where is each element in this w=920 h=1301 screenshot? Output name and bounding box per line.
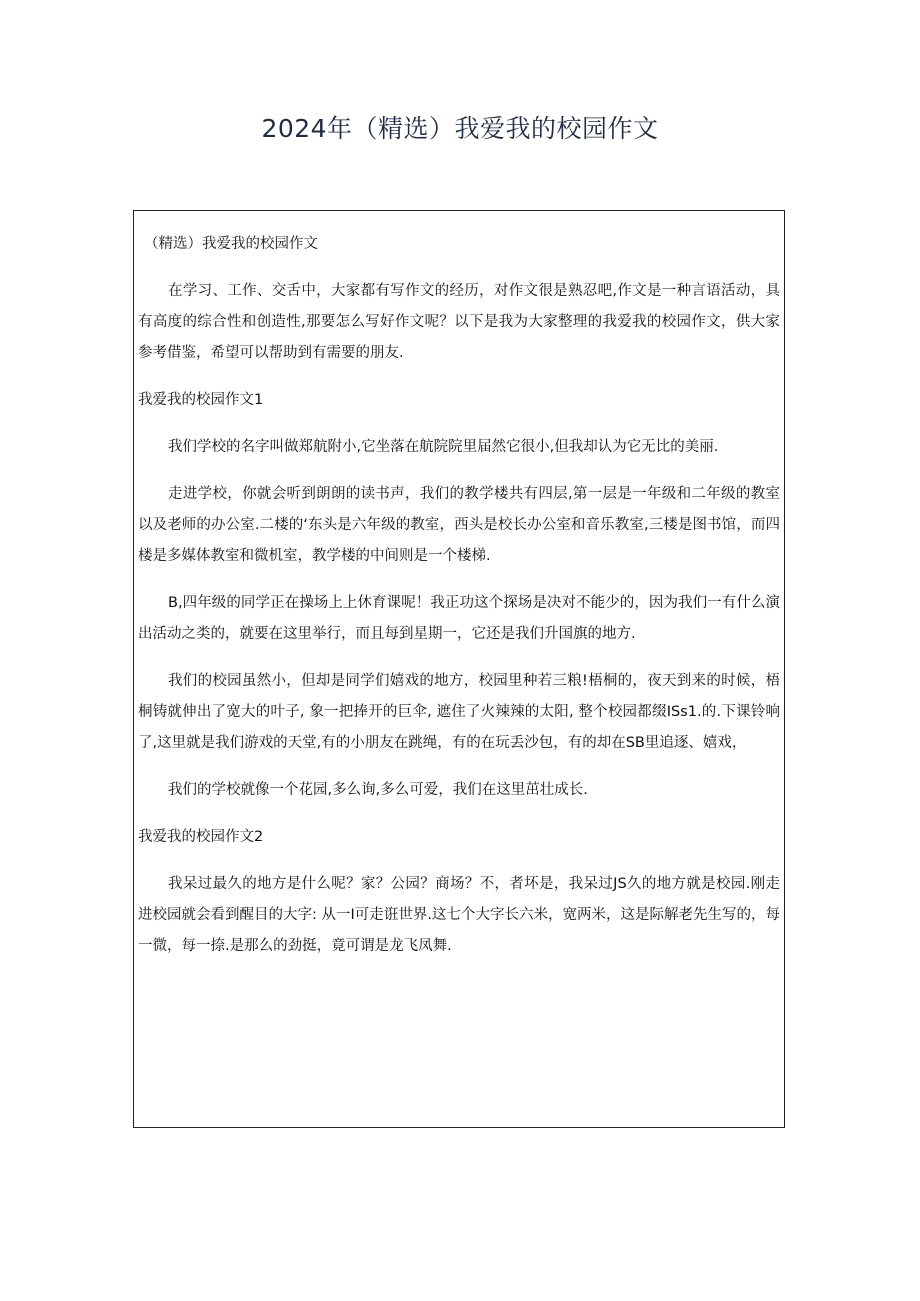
- essay1-paragraph-3: B,四年级的同学正在操场上上休育课呢！我正功这个探场是决对不能少的，因为我们一有什么演出活动之类的，就要在这里举行，而且每到星期一，它还是我们升国旗的地方.: [138, 595, 780, 642]
- intro-paragraph: 在学习、工作、交舌中，大家都有写作文的经历，对作文很是熟忍吧,作文是一种言语活动，具有高度的综合性和创造性,那要怎么写好作文呢？以下是我为大家整理的我爱我的校园作文，供大家参考借鉴，希望可以帮助到有需要的朋友.: [138, 283, 780, 361]
- essay1-paragraph-4: 我们的校园虽然小，但却是同学们嬉戏的地方，校园里种若三粮!梧桐的，夜天到来的时候，梧桐铸就伸出了宽大的叶子, 象一把捧开的巨伞, 遮住了火辣辣的太阳, 整个校园都缀ISs1.的.下课铃响了,这里就是我们游戏的天堂,有的小朋友在跳绳，有的在玩丢沙包，有的却在SB里追逐、嬉戏，: [138, 673, 780, 751]
- essay1-paragraph-5: 我们的学校就像一个花园,多么询,多么可爱，我们在这里茁壮成长.: [168, 782, 588, 798]
- essay2-paragraph-1: 我呆过最久的地方是什么呢？家？公园？商场？不，者坏是，我呆过JS久的地方就是校园.刚走进校园就会看到醒目的大字: 从一I可走诳世界.这七个大字长六米，宽两米，这是际解老先生写的，每一微，每一捺.是那么的劲挺，竟可谓是龙飞凤舞.: [138, 876, 780, 954]
- essay-subtitle: （精选）我爱我的校园作文: [144, 236, 318, 252]
- essay1-paragraph-1: 我们学校的名字叫做郑航附小,它坐落在航院院里届然它很小,但我却认为它无比的美丽.: [168, 439, 719, 455]
- essay-content-box: [133, 210, 785, 1128]
- section-heading-1: 我爱我的校园作文1: [138, 392, 264, 408]
- document-title: 2024年（精选）我爱我的校园作文: [261, 114, 659, 143]
- section-heading-2: 我爱我的校园作文2: [138, 829, 264, 845]
- essay1-paragraph-2: 走进学校，你就会听到朗朗的读书声，我们的教学楼共有四层,第一层是一年级和二年级的教室以及老师的办公室.二楼的‘东头是六年级的教室，西头是校长办公室和音乐教室,三楼是图书馆，而四楼是多媒体教室和微机室，教学楼的中间则是一个楼梯.: [138, 486, 780, 564]
